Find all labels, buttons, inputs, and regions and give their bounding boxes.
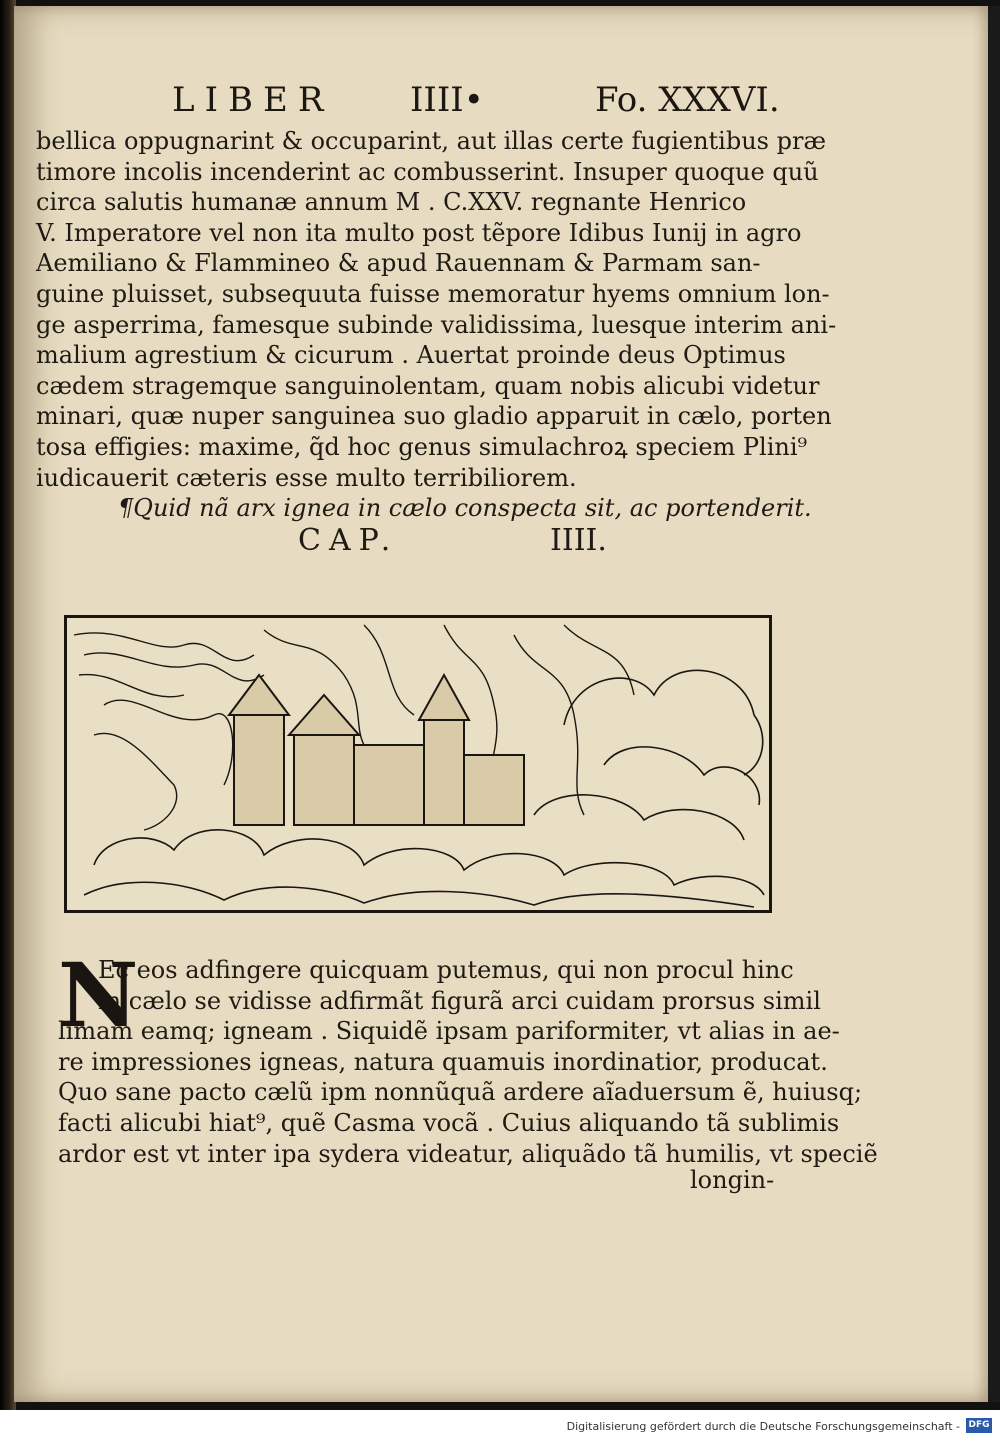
text-line: limam eamq; igneam . Siquidẽ ipsam pariformiter, vt alias in ae-: [58, 1017, 840, 1046]
text-line: minari, quæ nuper sanguinea suo gladio apparuit in cælo, porten: [36, 402, 832, 431]
text-line: iudicauerit cæteris esse multo terribiliorem.: [36, 463, 577, 492]
text-line: Ec eos adfingere quicquam putemus, qui non procul hinc: [98, 956, 794, 984]
text-line: ge asperrima, famesque subinde validissima, luesque interim ani-: [36, 310, 837, 339]
text-line: tosa effigies: maxime, q̃d hoc genus simulachroꝝ speciem Plini⁹: [36, 432, 808, 461]
digitization-footer: [0, 1410, 1000, 1441]
running-head-liber: LIBER: [172, 80, 334, 120]
text-line: Quo sane pacto cælũ ipm nonnũquã ardere aĩaduersum ẽ, huiusq;: [58, 1078, 863, 1107]
text-line: facti alicubi hiat⁹, quẽ Casma vocã . Cuius aliquando tã sublimis: [58, 1108, 840, 1137]
drop-cap-initial: N: [58, 943, 139, 1047]
text-line: in cælo se vidisse adfirmãt figurã arci cuidam prorsus simil: [98, 986, 821, 1015]
text-line: timore incolis incenderint ac combusserint. Insuper quoque quũ: [36, 157, 819, 186]
text-line: bellica oppugnarint & occuparint, aut illas certe fugientibus præ: [36, 127, 827, 155]
chapter-number-line: [118, 523, 798, 563]
catchword: longin-: [690, 1166, 775, 1194]
text-line: guine pluisset, subsequuta fuisse memoratur hyems omnium lon-: [36, 279, 830, 308]
chapter-number: IIII.: [550, 523, 607, 558]
text-line: re impressiones igneas, natura quamuis inordinatior, producat.: [58, 1047, 828, 1076]
running-head: [0, 80, 1000, 126]
chapter-heading: [118, 493, 812, 563]
text-line: Aemiliano & Flammineo & apud Rauennam & Parmam san-: [36, 249, 761, 278]
page-edge: [988, 6, 1000, 1402]
footer-credit: Digitalisierung gefördert durch die Deutsche Forschungsgemeinschaft -: [566, 1420, 960, 1433]
text-line: malium agrestium & cicurum . Auertat proinde deus Optimus: [36, 341, 786, 370]
text-line: ardor est vt inter ipa sydera videatur, aliquãdo tã humilis, vt speciẽ: [58, 1139, 878, 1168]
text-line: circa salutis humanæ annum M . C.XXV. regnante Henrico: [36, 188, 747, 217]
running-head-folio: Fo. XXXVI.: [595, 80, 780, 120]
text-line: V. Imperatore vel non ita multo post tẽpore Idibus Iunij in agro: [36, 218, 802, 247]
paragraph-1: [36, 126, 837, 493]
paragraph-2: [58, 943, 878, 1169]
dfg-logo-icon: DFG: [966, 1418, 992, 1433]
chapter-label: CAP.: [298, 523, 399, 558]
running-head-book-number: IIII•: [410, 80, 484, 120]
woodcut-illustration: [64, 615, 772, 913]
chapter-title: ¶Quid nã arx ignea in cælo conspecta sit, ac portenderit.: [118, 494, 812, 522]
text-line: cædem stragemque sanguinolentam, quam nobis alicubi videtur: [36, 371, 820, 400]
